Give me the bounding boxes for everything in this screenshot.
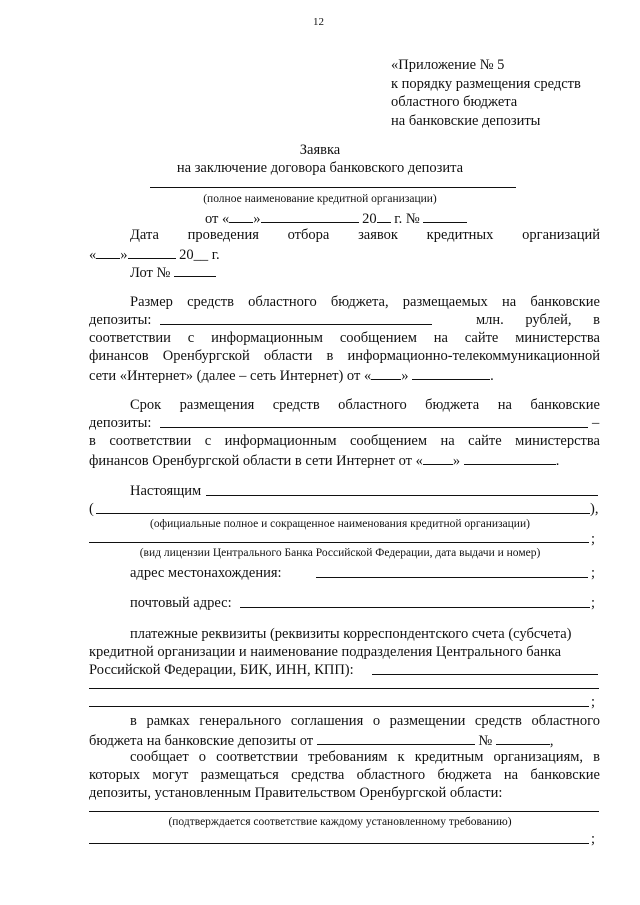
word: соответствии bbox=[89, 330, 171, 346]
word: средства bbox=[291, 767, 345, 783]
day-blank bbox=[371, 365, 401, 380]
quote-close: » bbox=[452, 453, 461, 469]
selection-date-fill bbox=[89, 244, 220, 264]
word: области bbox=[263, 348, 313, 364]
word: кредитным bbox=[414, 749, 484, 765]
deposits-label: депозиты: bbox=[89, 312, 152, 328]
word: сообщением bbox=[339, 330, 417, 346]
number-sign: № bbox=[405, 211, 420, 227]
word: информационным bbox=[224, 433, 337, 449]
mln-rub-label bbox=[476, 311, 600, 329]
word: сообщением bbox=[349, 433, 428, 449]
word: с bbox=[204, 433, 212, 449]
selection-date-line bbox=[130, 226, 600, 244]
quote-close: » bbox=[253, 211, 261, 227]
year-suffix: г. bbox=[394, 211, 403, 227]
word: о bbox=[198, 749, 207, 765]
selection-year: 20__ г. bbox=[179, 247, 220, 263]
word: в bbox=[593, 312, 600, 328]
word: размещении bbox=[389, 713, 466, 729]
appendix-line-4: на банковские депозиты bbox=[391, 113, 541, 129]
term-deposits-label: депозиты: bbox=[89, 415, 152, 431]
payment-line-3: Российской Федерации, БИК, ИНН, КПП): bbox=[89, 662, 354, 678]
text: финансов Оренбургской области в сети Интернет от « bbox=[89, 453, 423, 469]
word: на bbox=[501, 294, 517, 310]
comma: , bbox=[549, 733, 554, 749]
word: сайте bbox=[464, 330, 499, 346]
quote-open: « bbox=[222, 211, 230, 227]
word: информационно-телекоммуникационной bbox=[347, 348, 600, 364]
word: банковские bbox=[530, 767, 600, 783]
payment-blank-3 bbox=[89, 706, 589, 707]
application-number-blank bbox=[423, 208, 467, 223]
compliance-caption: (подтверждается соответствие каждому установленному требованию) bbox=[168, 816, 512, 828]
hereby-blank bbox=[206, 495, 598, 496]
word: в bbox=[593, 749, 600, 765]
agreement-number-blank bbox=[496, 730, 550, 745]
word: рамках bbox=[146, 713, 190, 729]
payment-line-2: кредитной организации и наименование подразделения Центрального банка bbox=[89, 644, 562, 660]
semicolon: ; bbox=[591, 595, 596, 611]
document-title: Заявка bbox=[299, 142, 341, 158]
application-date-line bbox=[205, 208, 467, 228]
page-number: 12 bbox=[313, 16, 324, 28]
license-caption: (вид лицензии Центрального Банка Российской Федерации, дата выдачи и номер) bbox=[139, 547, 541, 559]
year-prefix: 20 bbox=[362, 211, 377, 227]
semicolon: ; bbox=[591, 531, 596, 547]
word: Дата bbox=[130, 227, 159, 243]
month-blank bbox=[412, 365, 490, 380]
word: средств bbox=[474, 713, 522, 729]
compliance-blank-2 bbox=[89, 843, 589, 844]
number-sign: № bbox=[478, 733, 493, 749]
license-blank bbox=[89, 542, 589, 543]
amount-paragraph-line-3 bbox=[89, 329, 600, 347]
word: банковские bbox=[530, 397, 600, 413]
term-dash: – bbox=[592, 415, 600, 431]
quote-open: « bbox=[89, 247, 97, 263]
amount-paragraph-line-5 bbox=[89, 365, 494, 385]
term-blank bbox=[160, 427, 588, 428]
date-from-label: от bbox=[205, 211, 219, 227]
word: сайте bbox=[468, 433, 502, 449]
hereby-label: Настоящим bbox=[130, 483, 202, 499]
day-blank bbox=[96, 244, 120, 259]
word: банковские bbox=[530, 294, 600, 310]
semicolon: ; bbox=[591, 565, 596, 581]
address-blank bbox=[316, 577, 588, 578]
credit-org-name-caption: (полное наименование кредитной организации) bbox=[203, 193, 437, 205]
quote-close: » bbox=[401, 368, 409, 384]
word: организациям, bbox=[493, 749, 584, 765]
word: размещаемых bbox=[402, 294, 488, 310]
word: средств bbox=[187, 294, 234, 310]
payment-line-1: платежные реквизиты (реквизиты корреспондентского счета (субсчета) bbox=[130, 626, 572, 642]
year-blank bbox=[377, 208, 391, 223]
word: на bbox=[433, 330, 448, 346]
amount-paragraph-line-4 bbox=[89, 347, 600, 365]
word: бюджета, bbox=[330, 294, 389, 310]
word: областного bbox=[338, 397, 407, 413]
names-blank bbox=[96, 513, 590, 514]
word: областного bbox=[531, 713, 600, 729]
word: генерального bbox=[199, 713, 282, 729]
word: рублей, bbox=[525, 312, 572, 328]
word: размещения bbox=[179, 397, 255, 413]
postal-blank bbox=[240, 607, 590, 608]
text: бюджета на банковские депозиты от bbox=[89, 733, 314, 749]
semicolon: ; bbox=[591, 831, 596, 847]
word: в bbox=[130, 713, 137, 729]
term-paragraph-line-3 bbox=[89, 432, 600, 450]
credit-org-name-line bbox=[150, 187, 516, 188]
agreement-date-blank bbox=[317, 730, 475, 745]
word: бюджета bbox=[425, 397, 480, 413]
word: в bbox=[326, 348, 334, 364]
word: которых bbox=[89, 767, 141, 783]
agreement-line-1 bbox=[130, 712, 600, 730]
word: соответствии bbox=[216, 749, 299, 765]
lot-line bbox=[130, 262, 216, 282]
amount-paragraph-line-1 bbox=[130, 293, 600, 311]
appendix-line-3: областного бюджета bbox=[391, 94, 518, 110]
word: Оренбургской bbox=[162, 348, 250, 364]
word: сообщает bbox=[130, 749, 189, 765]
month-blank bbox=[128, 244, 176, 259]
word: отбора bbox=[287, 227, 330, 243]
lot-number-blank bbox=[174, 262, 216, 277]
period: . bbox=[555, 453, 560, 469]
word: министерства bbox=[515, 330, 600, 346]
paren-close: ), bbox=[590, 501, 599, 517]
word: на bbox=[497, 397, 512, 413]
names-caption: (официальные полное и сокращенное наименования кредитной организации) bbox=[150, 518, 530, 530]
paren-open: ( bbox=[89, 501, 94, 517]
period: . bbox=[490, 368, 494, 384]
word: требованиям bbox=[308, 749, 388, 765]
word: в bbox=[89, 433, 96, 449]
compliance-line-1 bbox=[130, 748, 600, 766]
day-blank bbox=[423, 450, 453, 465]
quote-close: » bbox=[120, 247, 128, 263]
word: Размер bbox=[130, 294, 173, 310]
word: размещаться bbox=[200, 767, 279, 783]
word: средств bbox=[272, 397, 320, 413]
word: заявок bbox=[358, 227, 398, 243]
month-blank bbox=[261, 208, 359, 223]
word: министерства bbox=[515, 433, 600, 449]
day-blank bbox=[229, 208, 253, 223]
compliance-blank-1 bbox=[89, 811, 599, 812]
word: кредитных bbox=[426, 227, 494, 243]
document-subtitle: на заключение договора банковского депозита bbox=[176, 160, 464, 176]
word: с bbox=[187, 330, 195, 346]
word: областного bbox=[248, 294, 317, 310]
word: соответствии bbox=[109, 433, 192, 449]
word: проведения bbox=[187, 227, 259, 243]
word: областного bbox=[356, 767, 426, 783]
lot-label: Лот № bbox=[130, 265, 171, 281]
payment-blank-2 bbox=[89, 688, 599, 689]
word: бюджета bbox=[437, 767, 492, 783]
word: Срок bbox=[130, 397, 162, 413]
postal-label: почтовый адрес: bbox=[130, 595, 232, 611]
agreement-line-2 bbox=[89, 730, 553, 750]
word: финансов bbox=[89, 348, 149, 364]
amount-blank bbox=[160, 324, 432, 325]
semicolon: ; bbox=[591, 694, 596, 710]
word: информационным bbox=[211, 330, 323, 346]
appendix-line-2: к порядку размещения средств bbox=[391, 76, 581, 92]
word: о bbox=[372, 713, 381, 729]
payment-blank-1 bbox=[372, 674, 598, 675]
compliance-line-3: депозиты, установленным Правительством Оренбургской области: bbox=[89, 785, 503, 801]
month-blank bbox=[464, 450, 556, 465]
word: к bbox=[397, 749, 405, 765]
word: могут bbox=[152, 767, 189, 783]
word: на bbox=[440, 433, 455, 449]
word: организаций bbox=[522, 227, 600, 243]
word: на bbox=[503, 767, 519, 783]
term-paragraph-line-4 bbox=[89, 450, 559, 470]
word: соглашения bbox=[290, 713, 364, 729]
text: сети «Интернет» (далее – сеть Интернет) от « bbox=[89, 368, 372, 384]
appendix-line-1: «Приложение № 5 bbox=[391, 57, 505, 73]
address-label: адрес местонахождения: bbox=[130, 565, 282, 581]
word: млн. bbox=[476, 312, 504, 328]
term-paragraph-line-1 bbox=[130, 396, 600, 414]
compliance-line-2 bbox=[89, 766, 600, 784]
